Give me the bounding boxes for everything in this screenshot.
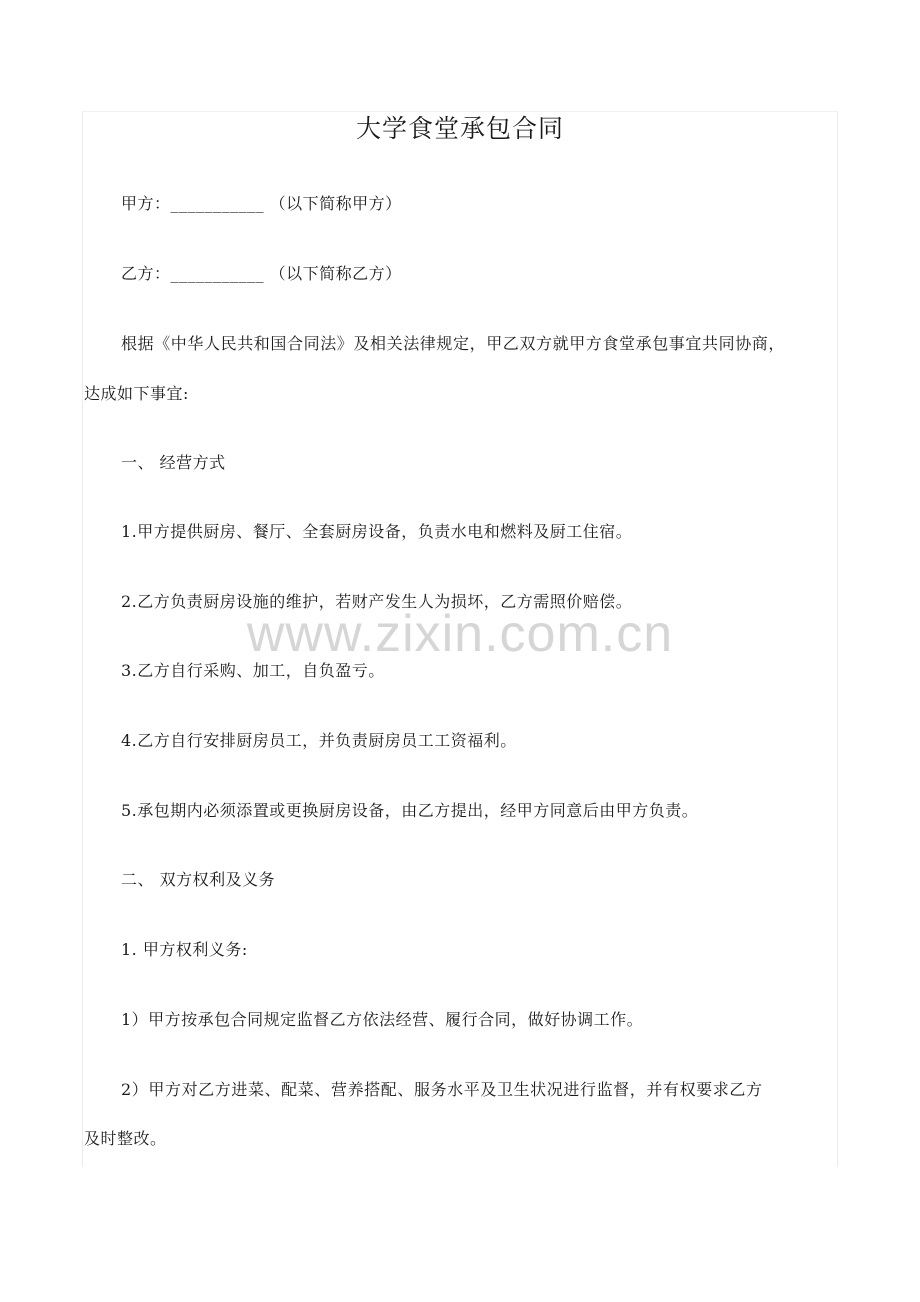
section-1-heading: 一、 经营方式 [121, 453, 226, 472]
intro-paragraph-line-2: 达成如下事宜: [84, 384, 189, 403]
section-1-item: 2.乙方负责厨房设施的维护，若财产发生人为损坏，乙方需照价赔偿。 [121, 592, 633, 611]
section-1-item: 5.承包期内必须添置或更换厨房设备，由乙方提出，经甲方同意后由甲方负责。 [121, 801, 699, 820]
watermark-text: www.zixin.com.cn [246, 605, 674, 663]
section-2-subheading: 1. 甲方权利义务: [121, 940, 248, 959]
section-1-item: 1.甲方提供厨房、餐厅、全套厨房设备，负责水电和燃料及厨工住宿。 [121, 522, 633, 541]
section-2-item-line-1: 2）甲方对乙方进菜、配菜、营养搭配、服务水平及卫生状况进行监督，并有权要求乙方 [121, 1080, 763, 1099]
intro-paragraph-line-1: 根据《中华人民共和国合同法》及相关法律规定，甲乙双方就甲方食堂承包事宜共同协商， [121, 334, 786, 353]
section-2-item: 1）甲方按承包合同规定监督乙方依法经营、履行合同，做好协调工作。 [121, 1010, 644, 1029]
section-2-heading: 二、 双方权利及义务 [121, 870, 276, 889]
section-1-item: 3.乙方自行采购、加工，自负盈亏。 [121, 661, 385, 680]
document-title: 大学食堂承包合同 [355, 114, 564, 143]
section-1-item: 4.乙方自行安排厨房员工，并负责厨房员工工资福利。 [121, 731, 517, 750]
section-2-item-line-2: 及时整改。 [84, 1129, 167, 1148]
party-b-line: 乙方：___________ （以下简称乙方） [121, 264, 402, 283]
party-a-line: 甲方：___________ （以下简称甲方） [121, 194, 402, 213]
